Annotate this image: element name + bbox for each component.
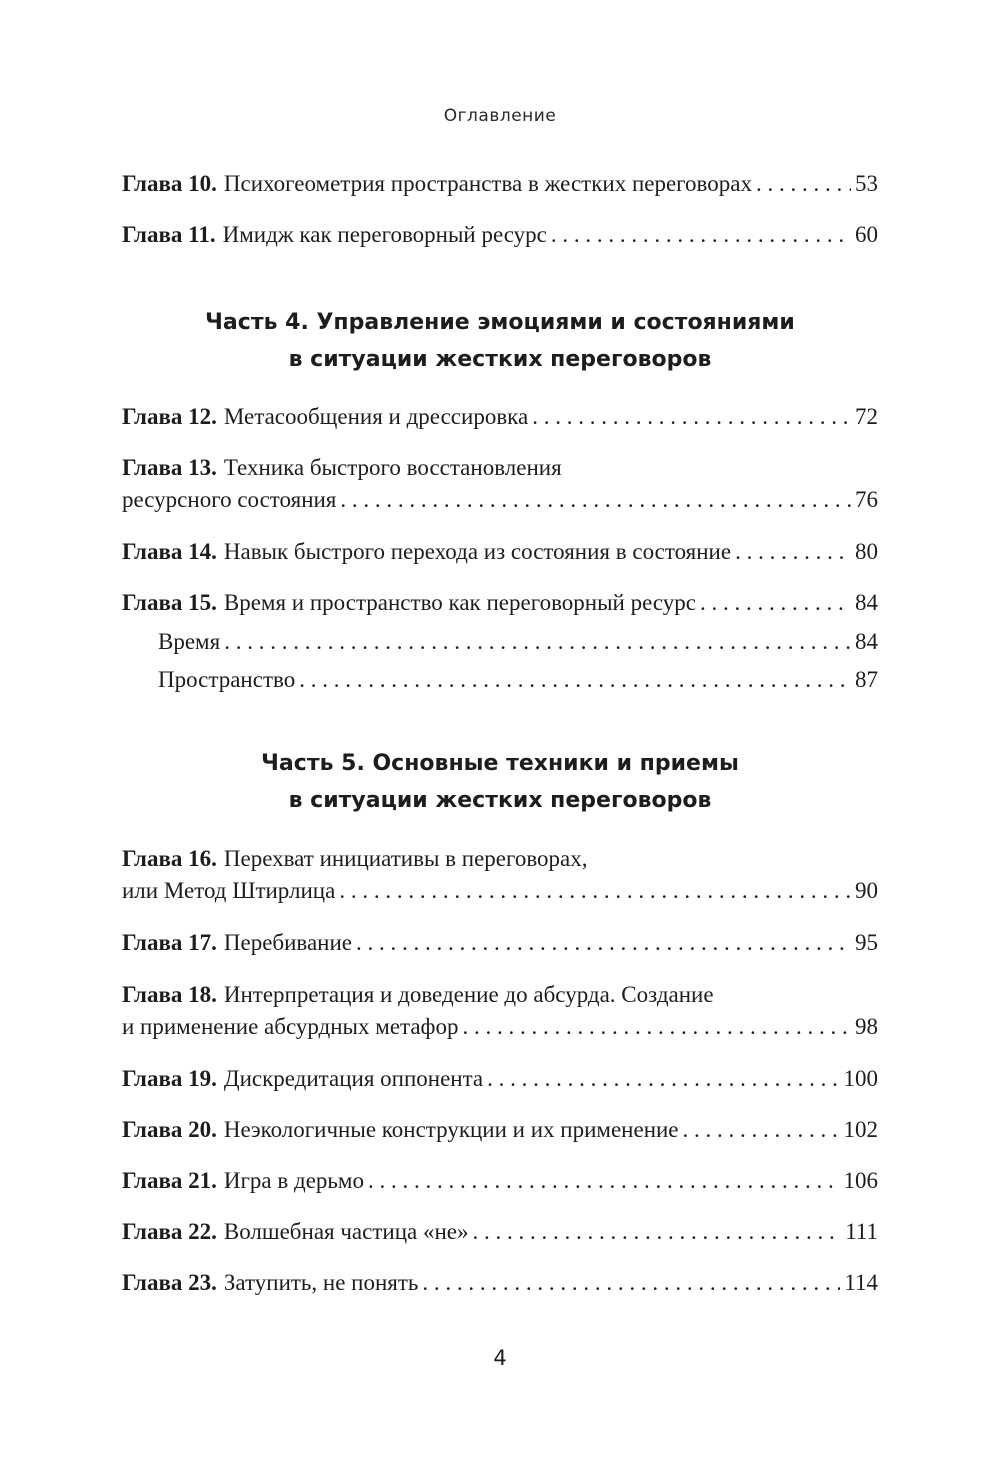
chapter-title: Метасообщения и дрессировка bbox=[223, 404, 529, 429]
page-number: 95 bbox=[855, 930, 878, 955]
chapter-number: Глава 11. bbox=[122, 222, 216, 247]
page-number: 53 bbox=[855, 171, 878, 196]
page-number: 90 bbox=[855, 878, 878, 903]
chapter-number: Глава 13. bbox=[122, 455, 217, 480]
leader-dots bbox=[683, 1114, 840, 1146]
toc-entry-chapter-11[interactable] bbox=[122, 219, 878, 251]
page-number: 98 bbox=[855, 1014, 878, 1039]
leader-dots bbox=[422, 1267, 840, 1299]
page-number: 80 bbox=[855, 539, 878, 564]
leader-dots bbox=[756, 168, 851, 200]
page-number: 60 bbox=[855, 222, 878, 247]
toc-entry-chapter-16[interactable] bbox=[122, 843, 878, 907]
chapter-title: Имидж как переговорный ресурс bbox=[222, 222, 547, 247]
toc-subentry-time[interactable] bbox=[158, 626, 878, 658]
part-4-heading-line-1: Часть 4. Управление эмоциями и состояниями bbox=[205, 310, 795, 335]
part-5-heading-line-2: в ситуации жестких переговоров bbox=[288, 788, 712, 813]
part-4-heading-line-2: в ситуации жестких переговоров bbox=[288, 347, 712, 372]
page-number: 106 bbox=[843, 1168, 878, 1193]
leader-dots bbox=[368, 1165, 840, 1197]
chapter-number: Глава 10. bbox=[122, 171, 217, 196]
chapter-title: Техника быстрого восстановления bbox=[223, 455, 562, 480]
chapter-title: Неэкологичные конструкции и их применение bbox=[223, 1117, 679, 1142]
leader-dots bbox=[224, 626, 851, 658]
part-5-heading bbox=[0, 745, 1000, 819]
running-header: Оглавление bbox=[443, 106, 557, 126]
chapter-number: Глава 21. bbox=[122, 1168, 217, 1193]
chapter-number: Глава 19. bbox=[122, 1066, 217, 1091]
page-number: 87 bbox=[855, 667, 878, 692]
leader-dots bbox=[340, 484, 851, 516]
toc-entry-chapter-18[interactable] bbox=[122, 979, 878, 1043]
toc-entry-chapter-23[interactable] bbox=[122, 1267, 878, 1299]
toc-entry-chapter-15[interactable] bbox=[122, 587, 878, 619]
chapter-number: Глава 22. bbox=[122, 1219, 217, 1244]
toc-subentry-space[interactable] bbox=[158, 664, 878, 696]
toc-entry-chapter-20[interactable] bbox=[122, 1114, 878, 1146]
toc-entry-chapter-13[interactable] bbox=[122, 452, 878, 516]
chapter-title-continued: ресурсного состояния bbox=[122, 487, 337, 512]
leader-dots bbox=[339, 875, 851, 907]
leader-dots bbox=[299, 664, 851, 696]
toc-entry-chapter-21[interactable] bbox=[122, 1165, 878, 1197]
toc-entry-chapter-12[interactable] bbox=[122, 401, 878, 433]
chapter-number: Глава 12. bbox=[122, 404, 217, 429]
chapter-number: Глава 20. bbox=[122, 1117, 217, 1142]
toc-entry-chapter-10[interactable] bbox=[122, 168, 878, 200]
part-5-heading-line-1: Часть 5. Основные техники и приемы bbox=[261, 751, 739, 776]
page-number: 84 bbox=[855, 629, 878, 654]
chapter-title: Дискредитация оппонента bbox=[223, 1066, 484, 1091]
page-number: 111 bbox=[845, 1219, 878, 1244]
chapter-title: Волшебная частица «не» bbox=[223, 1219, 469, 1244]
leader-dots bbox=[735, 536, 851, 568]
page-footer-number: 4 bbox=[493, 1346, 507, 1370]
leader-dots bbox=[462, 1011, 851, 1043]
page-number: 76 bbox=[855, 487, 878, 512]
chapter-title: Перебивание bbox=[223, 930, 353, 955]
toc-entry-chapter-22[interactable] bbox=[122, 1216, 878, 1248]
chapter-title: Перехват инициативы в переговорах, bbox=[223, 846, 588, 871]
chapter-title: Навык быстрого перехода из состояния в состояние bbox=[223, 539, 732, 564]
page-number: 100 bbox=[843, 1066, 878, 1091]
page-number: 114 bbox=[844, 1270, 878, 1295]
page-number: 72 bbox=[855, 404, 878, 429]
chapter-number: Глава 23. bbox=[122, 1270, 217, 1295]
leader-dots bbox=[700, 587, 851, 619]
chapter-number: Глава 14. bbox=[122, 539, 217, 564]
subsection-title: Время bbox=[158, 629, 221, 654]
leader-dots bbox=[551, 219, 851, 251]
chapter-title: Время и пространство как переговорный ресурс bbox=[223, 590, 696, 615]
chapter-number: Глава 17. bbox=[122, 930, 217, 955]
toc-entry-chapter-17[interactable] bbox=[122, 927, 878, 959]
toc-entry-chapter-19[interactable] bbox=[122, 1063, 878, 1095]
chapter-title: Игра в дерьмо bbox=[223, 1168, 364, 1193]
toc-entry-chapter-14[interactable] bbox=[122, 536, 878, 568]
chapter-title-continued: и применение абсурдных метафор bbox=[122, 1014, 459, 1039]
chapter-number: Глава 16. bbox=[122, 846, 217, 871]
part-4-heading bbox=[0, 304, 1000, 378]
chapter-number: Глава 18. bbox=[122, 982, 217, 1007]
leader-dots bbox=[356, 927, 851, 959]
page-number: 102 bbox=[843, 1117, 878, 1142]
leader-dots bbox=[532, 401, 851, 433]
chapter-title: Затупить, не понять bbox=[223, 1270, 419, 1295]
leader-dots bbox=[473, 1216, 842, 1248]
chapter-title-continued: или Метод Штирлица bbox=[122, 878, 336, 903]
page-number: 84 bbox=[855, 590, 878, 615]
chapter-title: Интерпретация и доведение до абсурда. Создание bbox=[223, 982, 714, 1007]
subsection-title: Пространство bbox=[158, 667, 296, 692]
chapter-title: Психогеометрия пространства в жестких переговорах bbox=[223, 171, 752, 196]
leader-dots bbox=[487, 1063, 839, 1095]
chapter-number: Глава 15. bbox=[122, 590, 217, 615]
